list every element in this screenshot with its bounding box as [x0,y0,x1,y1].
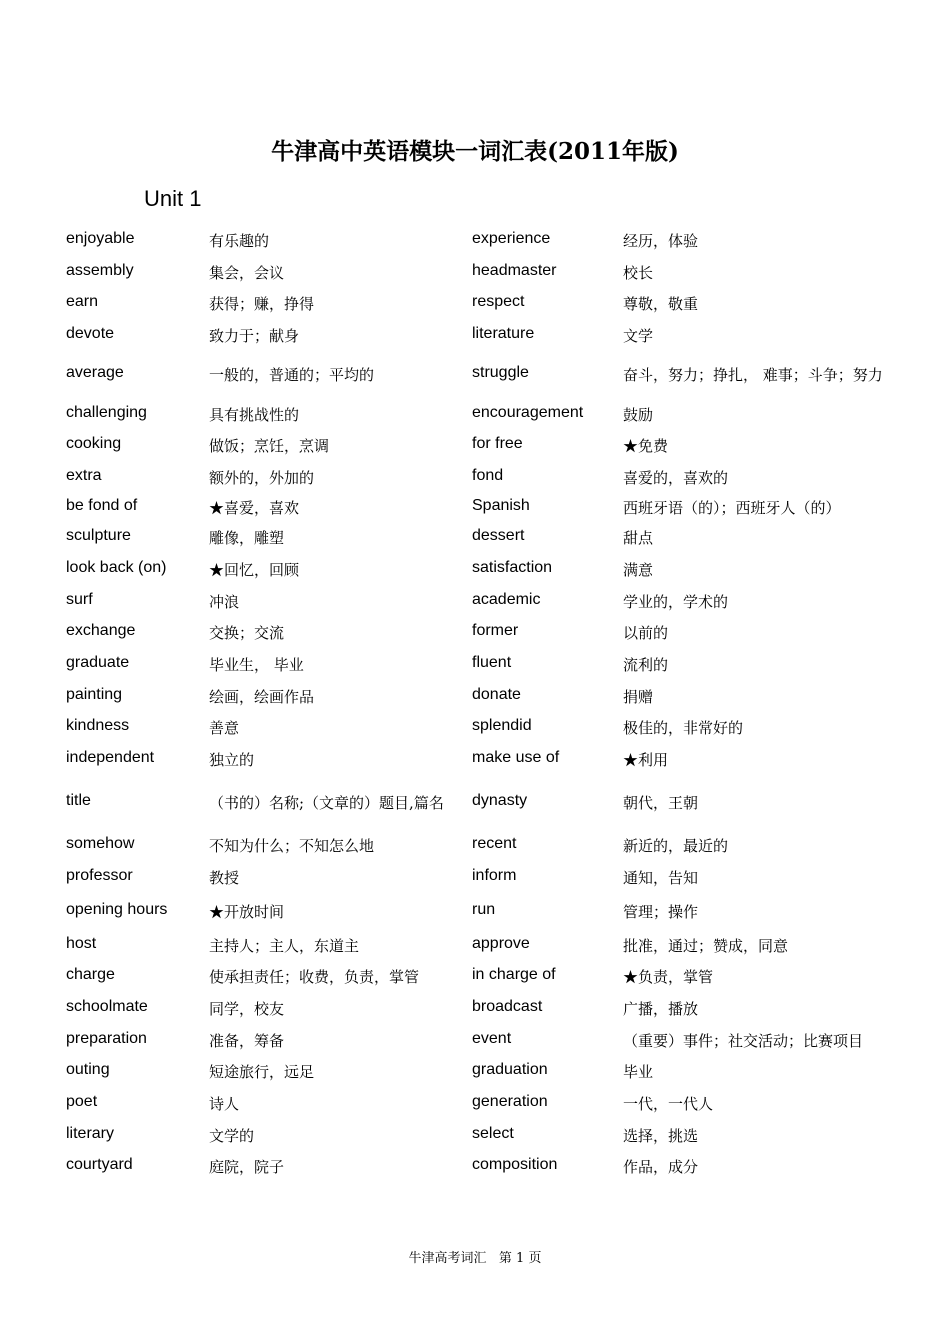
vocab-word: painting [66,686,123,703]
vocab-word: charge [66,966,115,983]
vocab-word: generation [472,1093,548,1110]
vocab-meaning: 不知为什么；不知怎么地 [209,837,375,855]
vocab-word: encouragement [472,404,584,421]
vocab-word: schoolmate [66,998,148,1015]
vocab-word: splendid [472,717,532,734]
vocab-word: average [66,364,124,381]
vocab-meaning: ★免费 [623,437,669,455]
page-title: 牛津高中英语模块一词汇表(2011年版) [271,138,679,165]
vocab-meaning: 有乐趣的 [209,232,270,250]
vocab-meaning: 致力于；献身 [209,327,300,345]
vocab-meaning: 教授 [209,869,240,887]
unit-heading: Unit 1 [144,186,202,211]
vocab-meaning: 一般的，普通的；平均的 [209,366,375,384]
vocab-word: make use of [472,749,560,766]
vocab-word: outing [66,1061,110,1078]
vocab-word: kindness [66,717,130,734]
vocab-meaning: 流利的 [623,656,669,674]
vocab-word: opening hours [66,901,168,918]
vocab-meaning: 冲浪 [209,593,240,611]
vocab-meaning: 诗人 [209,1095,240,1113]
vocab-word: be fond of [66,497,138,514]
vocab-word: recent [472,835,517,852]
vocab-meaning: 经历，体验 [623,232,699,250]
vocab-meaning: ★开放时间 [209,903,285,921]
vocab-meaning: 准备，筹备 [209,1032,285,1050]
vocab-meaning: 喜爱的，喜欢的 [623,469,729,487]
vocab-meaning: 捐赠 [623,688,654,706]
vocab-word: devote [66,325,115,342]
vocab-word: exchange [66,622,136,639]
vocab-word: approve [472,935,530,952]
vocab-word: host [66,935,97,952]
vocab-word: challenging [66,404,147,421]
vocab-word: graduate [66,654,130,671]
vocab-meaning: 善意 [209,719,240,737]
vocab-word: literature [472,325,535,342]
vocab-meaning: 主持人；主人，东道主 [209,937,360,955]
vocab-word: for free [472,435,523,452]
vocab-meaning: 西班牙语（的）；西班牙人（的） [623,499,841,517]
vocab-meaning: 校长 [623,264,654,282]
vocab-meaning: 雕像，雕塑 [209,529,285,547]
vocab-word: professor [66,867,133,884]
vocab-word: fond [472,467,504,484]
vocab-word: run [472,901,496,918]
vocab-word: look back (on) [66,559,167,576]
vocab-meaning: 选择，挑选 [623,1127,699,1145]
vocab-word: enjoyable [66,230,135,247]
vocab-word: respect [472,293,525,310]
vocab-word: extra [66,467,102,484]
vocab-meaning: 毕业 [623,1063,654,1081]
vocab-word: experience [472,230,551,247]
vocab-word: former [472,622,519,639]
vocab-meaning: 批准，通过；赞成，同意 [623,937,789,955]
vocab-meaning: 获得；赚，挣得 [209,295,315,313]
vocab-meaning: 交换；交流 [209,624,285,642]
vocab-meaning: ★喜爱，喜欢 [209,499,300,517]
vocab-meaning: ★回忆，回顾 [209,561,300,579]
vocab-word: academic [472,591,541,608]
vocab-word: select [472,1125,514,1142]
vocab-meaning: ★负责，掌管 [623,968,714,986]
vocab-meaning: 短途旅行，远足 [209,1063,315,1081]
vocab-word: earn [66,293,99,310]
vocab-meaning: 毕业生， 毕业 [209,656,304,674]
vocab-word: somehow [66,835,135,852]
vocab-word: graduation [472,1061,548,1078]
vocab-meaning: 极佳的，非常好的 [623,719,744,737]
vocab-word: sculpture [66,527,131,544]
vocab-meaning: （书的）名称;（文章的）题目,篇名 [209,794,444,812]
vocab-meaning: （重要）事件；社交活动；比赛项目 [623,1032,864,1050]
vocab-word: independent [66,749,155,766]
vocab-word: literary [66,1125,115,1142]
vocab-word: preparation [66,1030,147,1047]
vocab-meaning: 学业的，学术的 [623,593,729,611]
vocab-word: in charge of [472,966,556,983]
vocab-meaning: ★利用 [623,751,669,769]
vocab-word: dessert [472,527,525,544]
vocab-meaning: 集会，会议 [209,264,285,282]
vocab-meaning: 以前的 [623,624,669,642]
vocab-meaning: 鼓励 [623,406,654,424]
vocab-meaning: 做饭；烹饪，烹调 [209,437,330,455]
vocab-meaning: 文学 [623,327,654,345]
vocab-word: assembly [66,262,134,279]
vocab-word: headmaster [472,262,557,279]
vocab-meaning: 甜点 [623,529,654,547]
vocab-meaning: 具有挑战性的 [209,406,300,424]
vocab-meaning: 作品，成分 [623,1158,699,1176]
vocab-word: broadcast [472,998,543,1015]
vocab-meaning: 绘画，绘画作品 [209,688,315,706]
vocab-meaning: 管理；操作 [623,903,699,921]
vocab-word: cooking [66,435,122,452]
vocab-meaning: 同学，校友 [209,1000,285,1018]
vocab-word: Spanish [472,497,530,514]
vocab-word: satisfaction [472,559,553,576]
vocab-meaning: 朝代，王朝 [623,794,699,812]
vocab-word: title [66,792,91,809]
vocab-meaning: 广播，播放 [623,1000,699,1018]
vocab-word: struggle [472,364,529,381]
vocab-word: donate [472,686,521,703]
vocab-meaning: 新近的，最近的 [623,837,729,855]
vocab-meaning: 额外的，外加的 [209,469,315,487]
vocab-word: fluent [472,654,512,671]
vocab-word: poet [66,1093,98,1110]
vocab-word: dynasty [472,792,528,809]
vocab-meaning: 使承担责任；收费，负责，掌管 [209,968,420,986]
vocab-word: event [472,1030,512,1047]
vocab-word: surf [66,591,93,608]
vocab-meaning: 尊敬，敬重 [623,295,699,313]
vocab-word: inform [472,867,517,884]
vocab-meaning: 满意 [623,561,654,579]
vocab-meaning: 一代，一代人 [623,1095,714,1113]
vocab-meaning: 独立的 [209,751,255,769]
vocab-meaning: 奋斗，努力；挣扎， 难事；斗争；努力 [623,366,883,384]
vocab-meaning: 通知，告知 [623,869,699,887]
page-footer: 牛津高考词汇 第 1 页 [408,1251,542,1266]
vocab-meaning: 庭院，院子 [209,1158,285,1176]
vocab-word: courtyard [66,1156,133,1173]
vocab-word: composition [472,1156,558,1173]
vocab-meaning: 文学的 [209,1127,255,1145]
